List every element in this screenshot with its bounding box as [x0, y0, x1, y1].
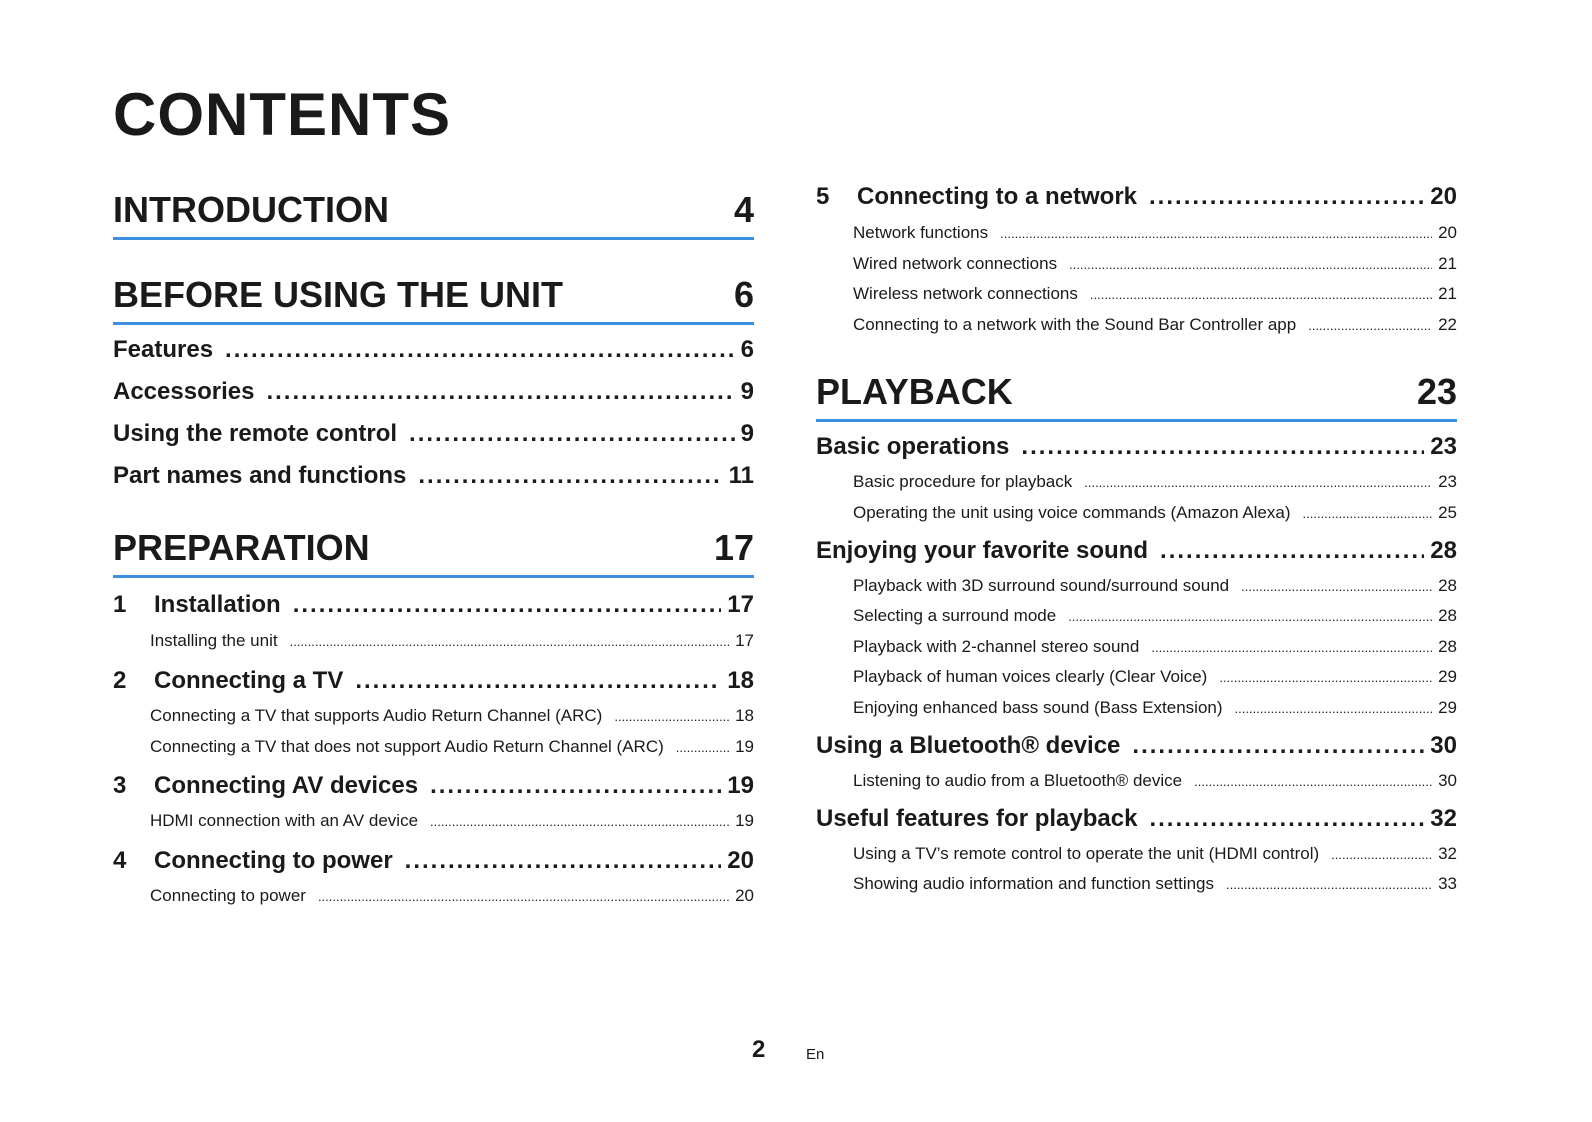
dot-leader — [1235, 697, 1433, 721]
entry-label: Basic operations — [816, 433, 1010, 460]
dot-leader — [409, 419, 735, 449]
entry-page: 20 — [735, 886, 754, 905]
part-heading[interactable] — [816, 371, 1457, 422]
part-heading[interactable] — [113, 189, 754, 240]
entry-label: Connecting to a network — [857, 183, 1138, 210]
entry-page: 30 — [1438, 771, 1457, 790]
toc-sub-entry[interactable] — [113, 884, 754, 909]
entry-page: 20 — [1430, 183, 1457, 210]
toc-sub-entry[interactable] — [816, 574, 1457, 599]
toc-sub-entry[interactable] — [113, 809, 754, 834]
entry-label: Connecting to power — [154, 847, 393, 874]
dot-leader — [266, 377, 734, 407]
chapter-number: 3 — [113, 772, 127, 799]
dot-leader — [318, 885, 729, 909]
toc-chapter-installation[interactable] — [113, 590, 754, 620]
toc-sub-entry[interactable] — [816, 313, 1457, 338]
toc-sub-entry[interactable] — [113, 735, 754, 760]
dot-leader — [676, 736, 729, 760]
part-title: BEFORE USING THE UNIT — [113, 274, 564, 315]
entry-label: HDMI connection with an AV device — [150, 811, 419, 830]
dot-leader — [1149, 182, 1424, 212]
entry-page: 30 — [1430, 732, 1457, 759]
dot-leader — [1226, 873, 1432, 897]
entry-page: 11 — [728, 462, 754, 489]
entry-label: Wireless network connections — [853, 284, 1078, 303]
entry-label: Connecting a TV that supports Audio Return Channel (ARC) — [150, 706, 603, 725]
chapter-number: 2 — [113, 667, 127, 694]
part-page: 6 — [733, 274, 754, 315]
entry-page: 28 — [1438, 576, 1457, 595]
entry-page: 18 — [735, 706, 754, 725]
entry-page: 19 — [727, 772, 754, 799]
toc-sub-entry[interactable] — [816, 470, 1457, 495]
entry-label: Connecting to power — [150, 886, 306, 905]
page-number: 2 — [752, 1036, 766, 1063]
entry-label: Connecting to a network with the Sound Bar Controller app — [853, 315, 1297, 334]
dot-leader — [1151, 636, 1432, 660]
dot-leader — [1160, 536, 1424, 566]
toc-sub-entry[interactable] — [816, 842, 1457, 867]
dot-leader — [1194, 770, 1432, 794]
entry-label: Listening to audio from a Bluetooth® device — [853, 771, 1183, 790]
chapter-number: 4 — [113, 847, 127, 874]
entry-label: Using the remote control — [113, 420, 398, 447]
toc-entry-favorite-sound[interactable] — [816, 536, 1457, 566]
toc-sub-entry[interactable] — [816, 501, 1457, 526]
part-preparation — [113, 518, 754, 578]
entry-label: Using a TV’s remote control to operate the unit (HDMI control) — [853, 844, 1320, 863]
entry-label: Accessories — [113, 378, 255, 405]
entry-page: 29 — [1438, 698, 1457, 717]
entry-label: Showing audio information and function settings — [853, 874, 1215, 893]
toc-sub-entry[interactable] — [816, 635, 1457, 660]
part-page: 17 — [713, 527, 754, 568]
toc-sub-entry[interactable] — [816, 769, 1457, 794]
part-page: 23 — [1416, 371, 1457, 412]
dot-leader — [1068, 605, 1432, 629]
toc-entry-remote-control[interactable] — [113, 419, 754, 449]
entry-label: Connecting a TV that does not support Audio Return Channel (ARC) — [150, 737, 664, 756]
dot-leader — [614, 705, 729, 729]
entry-label: Using a Bluetooth® device — [816, 732, 1121, 759]
entry-label: Connecting AV devices — [154, 772, 419, 799]
entry-page: 32 — [1430, 805, 1457, 832]
toc-entry-accessories[interactable] — [113, 377, 754, 407]
entry-page: 21 — [1438, 284, 1457, 303]
entry-page: 18 — [727, 667, 754, 694]
entry-page: 9 — [740, 420, 754, 447]
entry-page: 28 — [1430, 537, 1457, 564]
entry-page: 33 — [1438, 874, 1457, 893]
entry-page: 23 — [1438, 472, 1457, 491]
entry-page: 9 — [740, 378, 754, 405]
entry-label: Features — [113, 336, 214, 363]
dot-leader — [225, 335, 735, 365]
toc-entry-features[interactable] — [113, 335, 754, 365]
part-introduction — [113, 180, 754, 240]
dot-leader — [1084, 471, 1432, 495]
dot-leader — [1241, 575, 1432, 599]
entry-page: 17 — [727, 591, 754, 618]
dot-leader — [1308, 314, 1432, 338]
dot-leader — [430, 771, 721, 801]
entry-label: Installing the unit — [150, 631, 278, 650]
entry-label: Wired network connections — [853, 254, 1058, 273]
toc-sub-entry[interactable] — [113, 629, 754, 654]
page-title: CONTENTS — [113, 81, 451, 148]
entry-page: 29 — [1438, 667, 1457, 686]
entry-page: 20 — [727, 847, 754, 874]
dot-leader — [1303, 502, 1433, 526]
part-heading[interactable] — [113, 527, 754, 578]
dot-leader — [1331, 843, 1432, 867]
toc-sub-entry[interactable] — [816, 252, 1457, 277]
entry-page: 22 — [1438, 315, 1457, 334]
part-title: PREPARATION — [113, 527, 370, 568]
entry-label: Connecting a TV — [154, 667, 344, 694]
entry-page: 21 — [1438, 254, 1457, 273]
chapter-number: 1 — [113, 591, 127, 618]
toc-sub-entry[interactable] — [816, 872, 1457, 897]
toc-sub-entry[interactable] — [113, 704, 754, 729]
toc-sub-entry[interactable] — [816, 665, 1457, 690]
part-playback — [816, 362, 1457, 422]
entry-page: 25 — [1438, 503, 1457, 522]
entry-page: 32 — [1438, 844, 1457, 863]
entry-page: 20 — [1438, 223, 1457, 242]
toc-chapter-power[interactable] — [113, 846, 754, 876]
entry-label: Enjoying enhanced bass sound (Bass Extension) — [853, 698, 1223, 717]
dot-leader — [418, 461, 722, 491]
toc-sub-entry[interactable] — [816, 604, 1457, 629]
toc-chapter-connecting-tv[interactable] — [113, 666, 754, 696]
dot-leader — [293, 590, 722, 620]
dot-leader — [405, 846, 722, 876]
entry-label: Installation — [154, 591, 281, 618]
part-title: INTRODUCTION — [113, 189, 389, 230]
dot-leader — [1000, 222, 1432, 246]
entry-page: 19 — [735, 811, 754, 830]
part-heading[interactable] — [113, 274, 754, 325]
toc-chapter-av-devices[interactable] — [113, 771, 754, 801]
entry-label: Operating the unit using voice commands (Amazon Alexa) — [853, 503, 1291, 522]
dot-leader — [1090, 283, 1432, 307]
entry-page: 23 — [1430, 433, 1457, 460]
language-code: En — [806, 1046, 825, 1063]
entry-label: Basic procedure for playback — [853, 472, 1073, 491]
part-title: PLAYBACK — [816, 371, 1013, 412]
dot-leader — [430, 810, 729, 834]
entry-label: Useful features for playback — [816, 805, 1138, 832]
toc-sub-entry[interactable] — [816, 282, 1457, 307]
entry-label: Playback with 2-channel stereo sound — [853, 637, 1140, 656]
toc-sub-entry[interactable] — [816, 696, 1457, 721]
entry-page: 17 — [735, 631, 754, 650]
dot-leader — [1219, 666, 1432, 690]
part-page: 4 — [733, 189, 754, 230]
chapter-number: 5 — [816, 183, 830, 210]
entry-label: Selecting a surround mode — [853, 606, 1057, 625]
part-before-using — [113, 265, 754, 325]
entry-label: Part names and functions — [113, 462, 407, 489]
toc-entry-bluetooth[interactable] — [816, 731, 1457, 761]
toc-entry-part-names[interactable] — [113, 461, 754, 491]
entry-page: 28 — [1438, 606, 1457, 625]
dot-leader — [1149, 804, 1424, 834]
entry-label: Enjoying your favorite sound — [816, 537, 1149, 564]
entry-label: Playback with 3D surround sound/surround sound — [853, 576, 1230, 595]
toc-chapter-network[interactable] — [816, 182, 1457, 212]
dot-leader — [1132, 731, 1424, 761]
dot-leader — [290, 630, 729, 654]
entry-label: Network functions — [853, 223, 989, 242]
toc-entry-basic-operations[interactable] — [816, 432, 1457, 462]
toc-entry-useful-features[interactable] — [816, 804, 1457, 834]
entry-page: 6 — [740, 336, 754, 363]
entry-page: 28 — [1438, 637, 1457, 656]
entry-page: 19 — [735, 737, 754, 756]
dot-leader — [1021, 432, 1424, 462]
dot-leader — [1069, 253, 1432, 277]
toc-sub-entry[interactable] — [816, 221, 1457, 246]
entry-label: Playback of human voices clearly (Clear Voice) — [853, 667, 1208, 686]
dot-leader — [355, 666, 721, 696]
